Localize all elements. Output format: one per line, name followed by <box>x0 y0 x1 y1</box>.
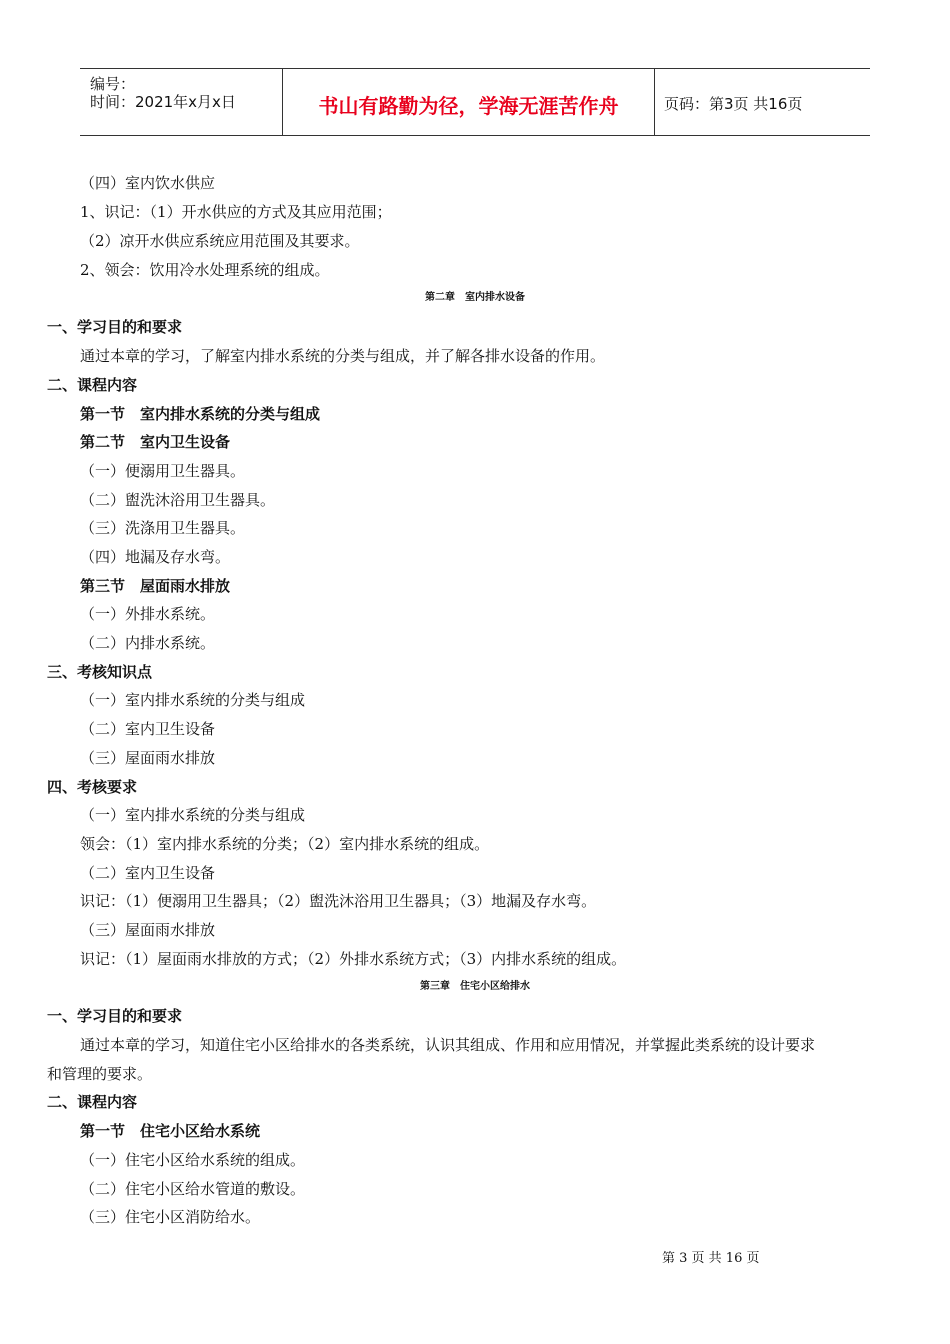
list-item: （一）住宅小区给水系统的组成。 <box>80 1151 306 1169</box>
subsection-heading: 第一节 住宅小区给水系统 <box>80 1122 261 1140</box>
section-heading: 二、课程内容 <box>47 376 138 394</box>
list-item: （三）洗涤用卫生器具。 <box>80 519 246 537</box>
list-item: （三）住宅小区消防给水。 <box>80 1208 261 1226</box>
list-item: 1、识记：（1）开水供应的方式及其应用范围； <box>80 203 392 221</box>
list-item: （二）住宅小区给水管道的敷设。 <box>80 1180 306 1198</box>
list-item: （二）内排水系统。 <box>80 634 216 652</box>
paragraph: 通过本章的学习，了解室内排水系统的分类与组成，并了解各排水设备的作用。 <box>80 347 606 365</box>
list-item: （二）室内卫生设备 <box>80 720 216 738</box>
motto: 书山有路勤为径，学海无涯苦作舟 <box>318 94 619 118</box>
list-item: （2）凉开水供应系统应用范围及其要求。 <box>80 232 360 250</box>
list-item: 识记：（1）屋面雨水排放的方式；（2）外排水系统方式；（3）内排水系统的组成。 <box>80 950 627 968</box>
header-right-cell <box>655 69 870 135</box>
section-heading: 三、考核知识点 <box>47 663 153 681</box>
list-item: （一）外排水系统。 <box>80 605 216 623</box>
subsection-heading: 第二节 室内卫生设备 <box>80 433 231 451</box>
page-header <box>80 68 870 136</box>
list-item: （三）屋面雨水排放 <box>80 749 216 767</box>
section-heading: 二、课程内容 <box>47 1093 138 1111</box>
chapter-title: 第二章 室内排水设备 <box>425 292 525 303</box>
section-heading: 一、学习目的和要求 <box>47 1007 183 1025</box>
list-item: （一）室内排水系统的分类与组成 <box>80 806 306 824</box>
list-item: 2、领会：饮用冷水处理系统的组成。 <box>80 261 330 279</box>
chapter-title: 第三章 住宅小区给排水 <box>420 981 530 992</box>
list-item: 领会：（1）室内排水系统的分类；（2）室内排水系统的组成。 <box>80 835 490 853</box>
list-item: （四）室内饮水供应 <box>80 174 216 192</box>
subsection-heading: 第三节 屋面雨水排放 <box>80 577 231 595</box>
header-left-cell <box>80 69 282 135</box>
page-code: 页码：第3页 共16页 <box>664 95 803 113</box>
subsection-heading: 第一节 室内排水系统的分类与组成 <box>80 405 321 423</box>
list-item: （三）屋面雨水排放 <box>80 921 216 939</box>
time-label: 时间：2021年x月x日 <box>90 93 236 111</box>
section-heading: 四、考核要求 <box>47 778 138 796</box>
number-label: 编号： <box>90 75 136 93</box>
page-footer: 第 3 页 共 16 页 <box>662 1251 760 1266</box>
list-item: （二）室内卫生设备 <box>80 864 216 882</box>
header-mid-cell <box>282 69 655 135</box>
list-item: （一）便溺用卫生器具。 <box>80 462 246 480</box>
paragraph: 通过本章的学习，知道住宅小区给排水的各类系统，认识其组成、作用和应用情况，并掌握此类系统的设计要求 <box>80 1036 816 1054</box>
paragraph-continuation: 和管理的要求。 <box>47 1065 153 1083</box>
list-item: 识记：（1）便溺用卫生器具；（2）盥洗沐浴用卫生器具；（3）地漏及存水弯。 <box>80 892 597 910</box>
list-item: （二）盥洗沐浴用卫生器具。 <box>80 491 276 509</box>
section-heading: 一、学习目的和要求 <box>47 318 183 336</box>
list-item: （四）地漏及存水弯。 <box>80 548 231 566</box>
list-item: （一）室内排水系统的分类与组成 <box>80 691 306 709</box>
